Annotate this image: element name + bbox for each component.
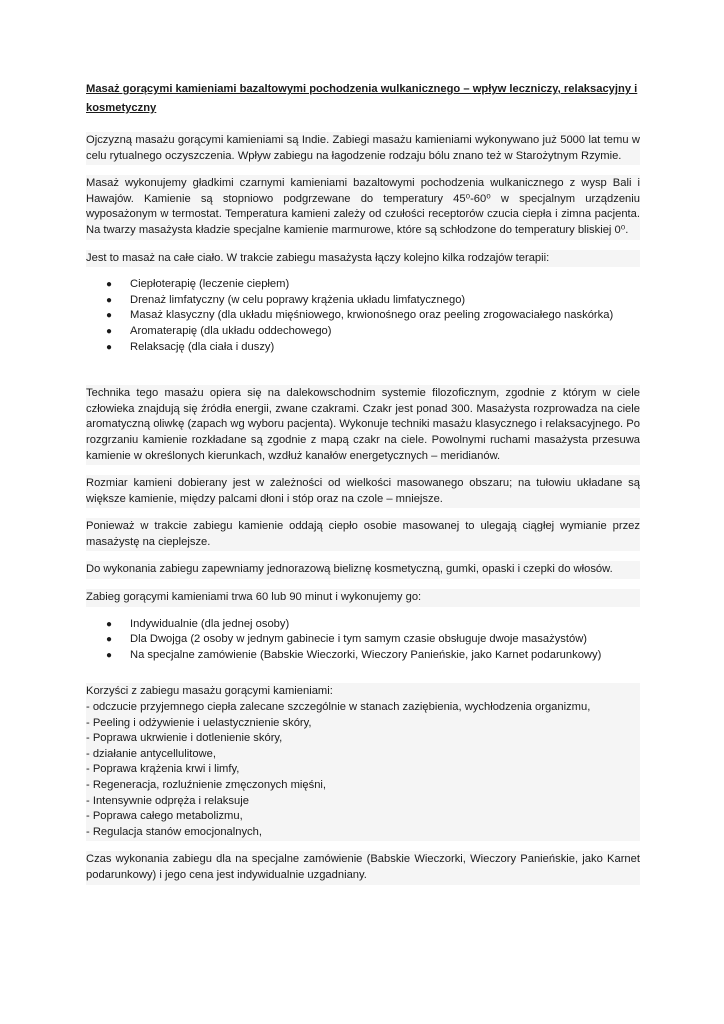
- paragraph-special-order: Czas wykonania zabiegu dla na specjalne zamówienie (Babskie Wieczorki, Wieczory Panieńskie, jako Karnet podarunkowy) i jego cena jest indywidualnie uzgadniany.: [86, 851, 640, 884]
- list-item: - działanie antycellulitowe,: [86, 747, 216, 760]
- list-item: - Poprawa krążenia krwi i limfy,: [86, 763, 240, 776]
- list-item: - Peeling i odżywienie i uelastycznienie skóry,: [86, 716, 312, 729]
- bullet-icon: ●: [106, 341, 113, 353]
- document-page: [86, 80, 640, 895]
- list-item: - Intensywnie odpręża i relaksuje: [86, 794, 249, 807]
- bullet-icon: ●: [106, 618, 113, 630]
- list-item: - Regulacja stanów emocjonalnych,: [86, 825, 262, 838]
- paragraph-origin: Ojczyzną masażu gorącymi kamieniami są Indie. Zabiegi masażu kamieniami wykonywano już 5000 lat temu w celu rytualnego oczyszczenia. Wpływ zabiegu na łagodzenie rodzaju bólu znano też w Starożytnym Rzymie.: [86, 132, 640, 165]
- list-item: ● Relaksację (dla ciała i duszy): [130, 340, 640, 356]
- list-item: ● Aromaterapię (dla układu oddechowego): [130, 324, 640, 340]
- options-list: [86, 617, 640, 664]
- therapies-list: [86, 277, 640, 355]
- bullet-icon: ●: [106, 325, 113, 337]
- list-item: ● Na specjalne zamówienie (Babskie Wieczorki, Wieczory Panieńskie, jako Karnet podarunkowy): [130, 648, 640, 664]
- paragraph-supplies: Do wykonania zabiegu zapewniamy jednorazową bieliznę kosmetyczną, gumki, opaski i czepki do włosów.: [86, 561, 640, 579]
- bullet-icon: ●: [106, 294, 113, 306]
- bullet-icon: ●: [106, 634, 113, 646]
- benefits-section: [86, 683, 640, 841]
- list-item: - odczucie przyjemnego ciepła zalecane szczególnie w stanach zaziębienia, wychłodzenia organizmu,: [86, 701, 591, 714]
- list-item: - Regeneracja, rozluźnienie zmęczonych mięśni,: [86, 779, 327, 791]
- bullet-icon: ●: [106, 649, 113, 661]
- bullet-icon: ●: [106, 310, 113, 322]
- bullet-icon: ●: [106, 279, 113, 291]
- paragraph-technique: Technika tego masażu opiera się na dalekowschodnim systemie filozoficznym, zgodnie z którym w ciele człowieka znajdują się źródła energii, zwane czakrami. Czakr jest ponad 300. Masażysta rozprowadza na ciele aromatyczną oliwkę (zapach wg wyboru pacjenta). Wykonuje techniki masażu klasycznego i relaksacyjnego. Po rozgrzaniu kamienie rozkładane są zgodnie z mapą czakr na ciele. Powolnymi ruchami masażysta przesuwa kamienie w określonych kierunkach, wzdłuż kanałów energetycznych – meridianów.: [86, 385, 640, 465]
- list-item: - Poprawa całego metabolizmu,: [86, 810, 243, 823]
- document-title: Masaż gorącymi kamieniami bazaltowymi pochodzenia wulkanicznego – wpływ leczniczy, relaksacyjny i kosmetyczny: [86, 83, 638, 114]
- list-item: ● Masaż klasyczny (dla układu mięśniowego, krwionośnego oraz peeling zrogowaciałego naskórka): [130, 308, 640, 324]
- paragraph-stone-size: Rozmiar kamieni dobierany jest w zależności od wielkości masowanego obszaru; na tułowiu układane są większe kamienie, między palcami dłoni i stóp oraz na czole – mniejsze.: [86, 475, 640, 508]
- list-item: ● Drenaż limfatyczny (w celu poprawy krążenia układu limfatycznego): [130, 293, 640, 309]
- list-item: - Poprawa ukrwienie i dotlenienie skóry,: [86, 732, 283, 745]
- paragraph-stones: Masaż wykonujemy gładkimi czarnymi kamieniami bazaltowymi pochodzenia wulkanicznego z wysp Bali i Hawajów. Kamienie są stopniowo podgrzewane do temperatury 45⁰-60⁰ w specjalnym urządzeniu wyposażonym w termostat. Temperatura kamieni zależy od czułości receptorów czucia ciepła i zimna pacjenta. Na twarzy masażysta kładzie specjalne kamienie marmurowe, które są schłodzone do temperatury bliskiej 0⁰.: [86, 175, 640, 239]
- paragraph-heat-exchange: Ponieważ w trakcie zabiegu kamienie oddają ciepło osobie masowanej to ulegają ciągłej wymianie przez masażystę na cieplejsze.: [86, 518, 640, 551]
- paragraph-therapies-intro: Jest to masaż na całe ciało. W trakcie zabiegu masażysta łączy kolejno kilka rodzajów terapii:: [86, 250, 640, 268]
- list-item: ● Ciepłoterapię (leczenie ciepłem): [130, 277, 640, 293]
- paragraph-duration: Zabieg gorącymi kamieniami trwa 60 lub 90 minut i wykonujemy go:: [86, 589, 640, 607]
- benefits-heading: Korzyści z zabiegu masażu gorącymi kamieniami:: [86, 685, 333, 698]
- list-item: ● Dla Dwojga (2 osoby w jednym gabinecie i tym samym czasie obsługuje dwoje masażystów): [130, 632, 640, 648]
- list-item: ● Indywidualnie (dla jednej osoby): [130, 617, 640, 633]
